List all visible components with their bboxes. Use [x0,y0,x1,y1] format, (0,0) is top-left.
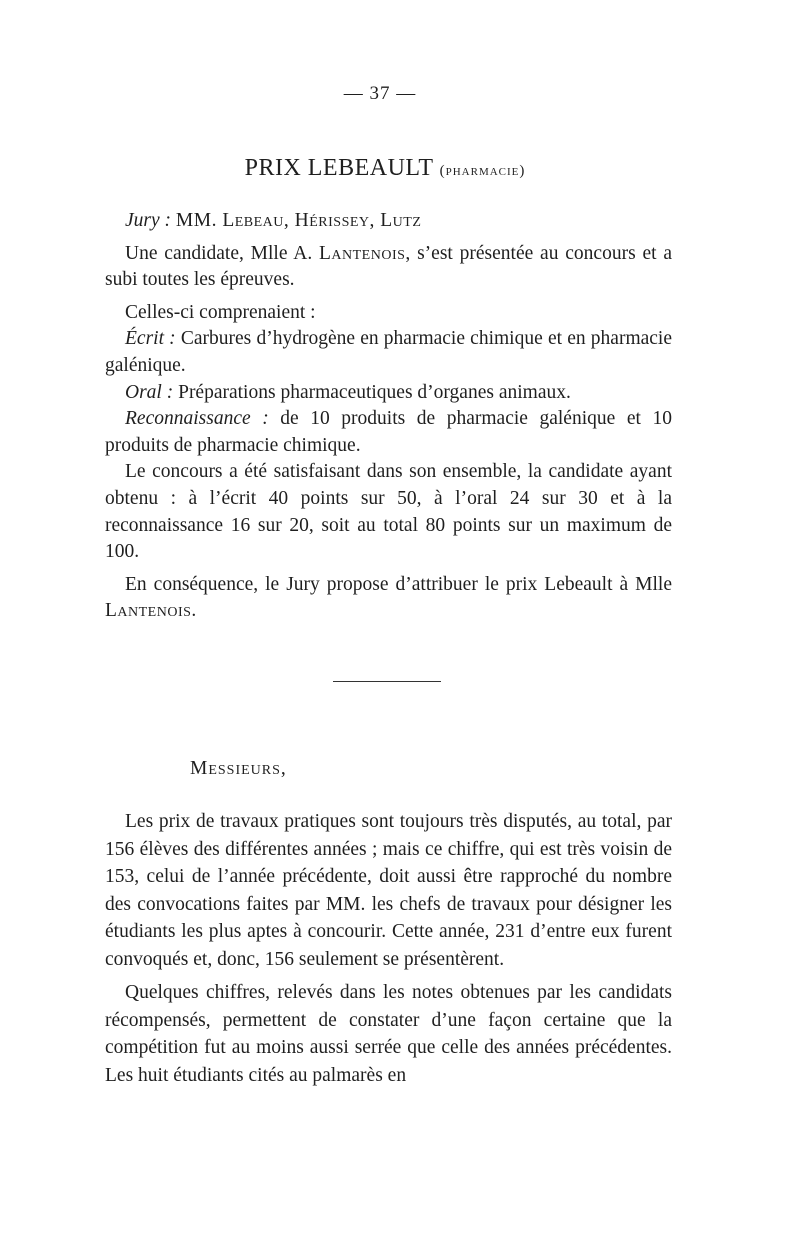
page-number: — 37 — [343,83,417,104]
title-main: PRIX LEBEAULT [244,155,434,181]
prize-report [105,208,672,625]
written-label: Écrit : [125,328,176,350]
practical-work-report [105,808,672,1089]
practical-paragraph-2: Quelques chiffres, relevés dans les notes obtenues par les candidats récompensés, permettent de constater d’une façon certaine que la compétition fut au moins aussi serrée que celle des années précédentes. Les huit étudiants cités au palmarès en [105,982,672,1086]
jury-label: Jury : [125,210,172,231]
exams-intro: Celles-ci comprenaient : [125,301,316,323]
written-exam: Écrit : Carbures d’hydrogène en pharmacie chimique et en pharmacie galénique. [105,328,672,376]
page-title [0,155,770,182]
winner-name: Lantenois [105,600,192,622]
jury-members: MM. Lebeau, Hérissey, Lutz [175,210,422,231]
candidate-name: Lantenois [319,242,406,264]
oral-label: Oral : [125,381,174,403]
conclusion-paragraph: En conséquence, le Jury propose d’attribuer le prix Lebeault à Mlle Lantenois. [105,573,672,622]
jury-line [105,208,672,235]
salutation: Messieurs, [190,758,287,779]
results-paragraph: Le concours a été satisfaisant dans son ensemble, la candidate ayant obtenu : à l’écrit 40 points sur 50, à l’oral 24 sur 30 et à la reconnaissance 16 sur 20, soit au total 80 points sur un maximum de 100. [105,461,672,563]
recognition-exam: Reconnaissance : de 10 produits de pharmacie galénique et 10 produits de pharmacie chimique. [105,408,672,456]
section-divider [333,681,441,682]
practical-paragraph-1: Les prix de travaux pratiques sont toujours très disputés, au total, par 156 élèves des différentes années ; mais ce chiffre, qui est très voisin de 153, celui de l’année précédente, doit aussi être rapproché du nombre des convocations faites par MM. les chefs de travaux pour désigner les étudiants les plus aptes à concourir. Cette année, 231 d’entre eux furent convoqués et, donc, 156 seulement se présentèrent. [105,811,672,970]
title-subtitle: (pharmacie) [439,163,526,179]
candidate-paragraph: Une candidate, Mlle A. Lantenois, s’est présentée au concours et a subi toutes les épreuves. [105,242,672,291]
recognition-label: Reconnaissance : [125,408,269,430]
oral-exam: Oral : Préparations pharmaceutiques d’organes animaux. [125,381,571,403]
